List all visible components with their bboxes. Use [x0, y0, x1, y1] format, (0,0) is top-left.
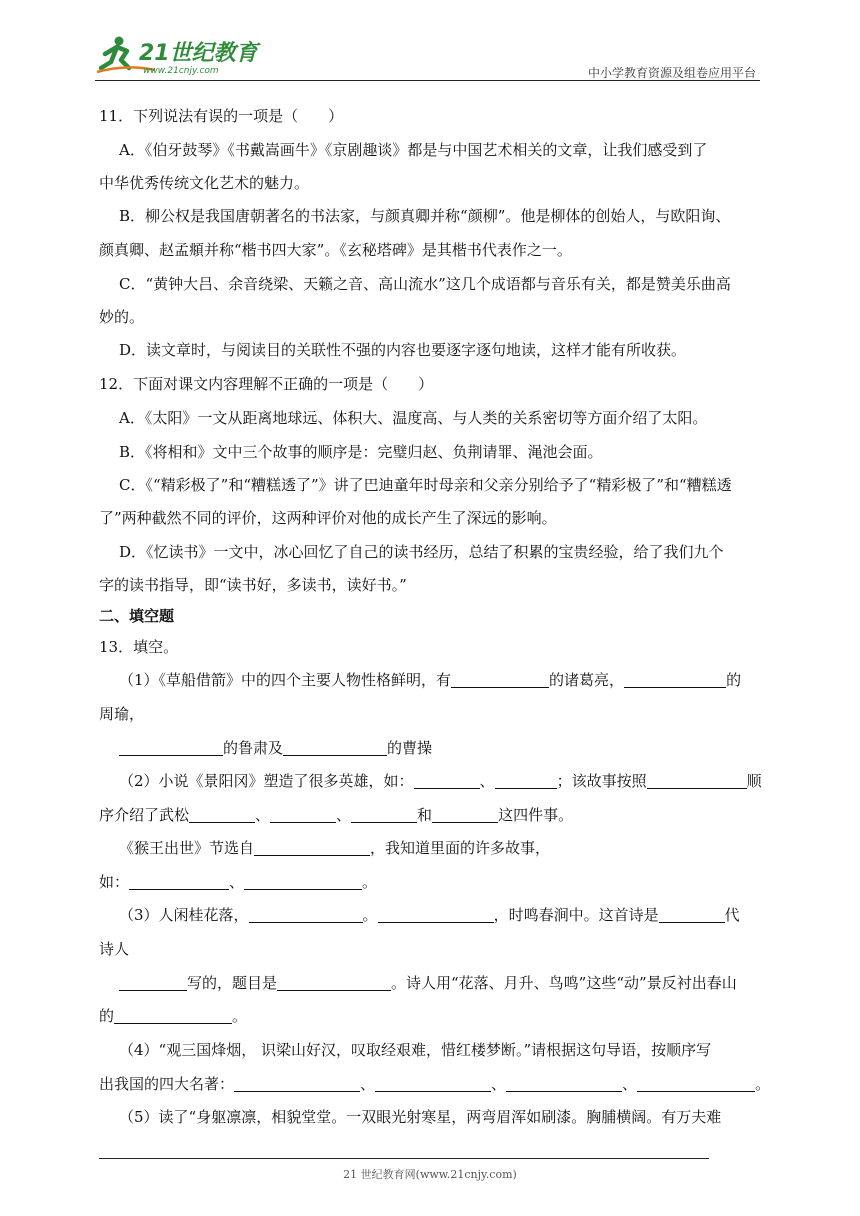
- answer-blank[interactable]: [234, 1077, 360, 1092]
- answer-blank[interactable]: [432, 808, 498, 823]
- q13-part5-line1: （5）读了“身躯凛凛，相貌堂堂。一双眼光射寒星，两弯眉浑如刷漆。胸脯横阔。有万夫难: [119, 1108, 722, 1126]
- q12-option-b: B．《将相和》文中三个故事的顺序是：完璧归赵、负荆请罪、渑池会面。: [119, 443, 603, 461]
- q12-option-d-cont: 字的读书指导，即“读书好，多读书，读好书。”: [99, 576, 407, 594]
- answer-blank[interactable]: [119, 741, 223, 756]
- q13-part4-line1: （4）“观三国烽烟， 识梁山好汉，叹取经艰难，惜红楼梦断。”请根据这句导语，按顺序写: [119, 1041, 712, 1059]
- section-heading: 二、填空题: [99, 607, 175, 625]
- answer-blank[interactable]: [637, 1077, 755, 1092]
- footer-text: 21 世纪教育网(www.21cnjy.com): [343, 1168, 517, 1181]
- answer-blank[interactable]: [351, 808, 417, 823]
- q11-stem: 11．下列说法有误的一项是（ ）: [99, 107, 344, 125]
- answer-blank[interactable]: [659, 908, 725, 923]
- answer-blank[interactable]: [114, 1009, 232, 1024]
- answer-blank[interactable]: [249, 908, 363, 923]
- answer-blank[interactable]: [244, 875, 362, 890]
- q11-option-d: D．读文章时，与阅读目的关联性不强的内容也要逐字逐句地读，这样才能有所收获。: [119, 341, 687, 359]
- answer-blank[interactable]: [647, 774, 747, 789]
- logo-21cnjy: [95, 32, 265, 76]
- q12-option-c: C．《“精彩极了”和“糟糕透了”》讲了巴迪童年时母亲和父亲分别给予了“精彩极了”和“糟糕透: [119, 476, 732, 494]
- footer-divider: [99, 1158, 709, 1159]
- q13-part3-line4: 的 。: [99, 1007, 248, 1025]
- platform-name: 中小学教育资源及组卷应用平台: [587, 66, 756, 80]
- q12-option-d: D．《忆读书》一文中，冰心回忆了自己的读书经历，总结了积累的宝贵经验，给了我们九个: [119, 543, 724, 561]
- q12-option-c-cont: 了”两种截然不同的评价，这两种评价对他的成长产生了深远的影响。: [99, 509, 557, 527]
- answer-blank[interactable]: [277, 976, 391, 991]
- q13-part2-line4: 如： 、 。: [99, 873, 378, 891]
- answer-blank[interactable]: [375, 1077, 491, 1092]
- svg-text:21世纪教育: 21世纪教育: [139, 41, 258, 66]
- q13-part2-line3: 《猴王出世》节选自 ，我知道里面的许多故事，: [119, 839, 551, 857]
- q11-option-a: A．《伯牙鼓琴》《书戴嵩画牛》《京剧趣谈》都是与中国艺术相关的文章，让我们感受到了: [119, 141, 708, 159]
- q13-part3-line1: （3）人闲桂花落， 。 ，时鸣春涧中。这首诗是 代: [119, 906, 740, 924]
- page-header: [95, 30, 760, 80]
- svg-text:www.21cnjy.com: www.21cnjy.com: [143, 66, 219, 76]
- header-divider: [95, 80, 760, 81]
- q11-option-b-cont: 颜真卿、赵孟頫并称“楷书四大家”。《玄秘塔碑》是其楷书代表作之一。: [99, 241, 572, 259]
- answer-blank[interactable]: [495, 774, 557, 789]
- answer-blank[interactable]: [119, 976, 187, 991]
- q13-stem: 13．填空。: [99, 638, 179, 656]
- q12-option-a: A．《太阳》一文从距离地球远、体积大、温度高、与人类的关系密切等方面介绍了太阳。: [119, 409, 708, 427]
- answer-blank[interactable]: [378, 908, 494, 923]
- answer-blank[interactable]: [189, 808, 255, 823]
- answer-blank[interactable]: [451, 673, 549, 688]
- answer-blank[interactable]: [414, 774, 480, 789]
- answer-blank[interactable]: [624, 673, 726, 688]
- q11-option-c: C．“黄钟大吕、余音绕梁、天籁之音、高山流水”这几个成语都与音乐有关，都是赞美乐曲高: [119, 275, 731, 293]
- q13-part2-line1: （2）小说《景阳冈》塑造了很多英雄，如： 、 ；该故事按照 顺: [119, 772, 762, 790]
- q11-option-c-cont: 妙的。: [99, 308, 145, 326]
- answer-blank[interactable]: [254, 841, 370, 856]
- answer-blank[interactable]: [283, 741, 387, 756]
- q13-part1-line1: （1）《草船借箭》中的四个主要人物性格鲜明，有 的诸葛亮， 的: [119, 671, 742, 689]
- q12-stem: 12．下面对课文内容理解不正确的一项是（ ）: [99, 375, 434, 393]
- q13-part2-line2: 序介绍了武松 、 、 和 这四件事。: [99, 806, 574, 824]
- q13-part4-line2: 出我国的四大名著： 、 、 、 。: [99, 1075, 771, 1093]
- q13-part1-line2: 周瑜，: [99, 705, 145, 723]
- q13-part3-line2: 诗人: [99, 940, 130, 958]
- q11-option-b: B．柳公权是我国唐朝著名的书法家，与颜真卿并称“颜柳”。他是柳体的创始人，与欧阳询、: [119, 207, 731, 225]
- answer-blank[interactable]: [270, 808, 336, 823]
- q13-part1-line3: 的鲁肃及 的曹操: [119, 738, 432, 758]
- q13-part3-line3: 写的，题目是 。诗人用“花落、月升、鸟鸣”这些“动”景反衬出春山: [119, 973, 737, 993]
- answer-blank[interactable]: [129, 875, 229, 890]
- answer-blank[interactable]: [506, 1077, 622, 1092]
- q11-option-a-cont: 中华优秀传统文化艺术的魅力。: [99, 174, 310, 192]
